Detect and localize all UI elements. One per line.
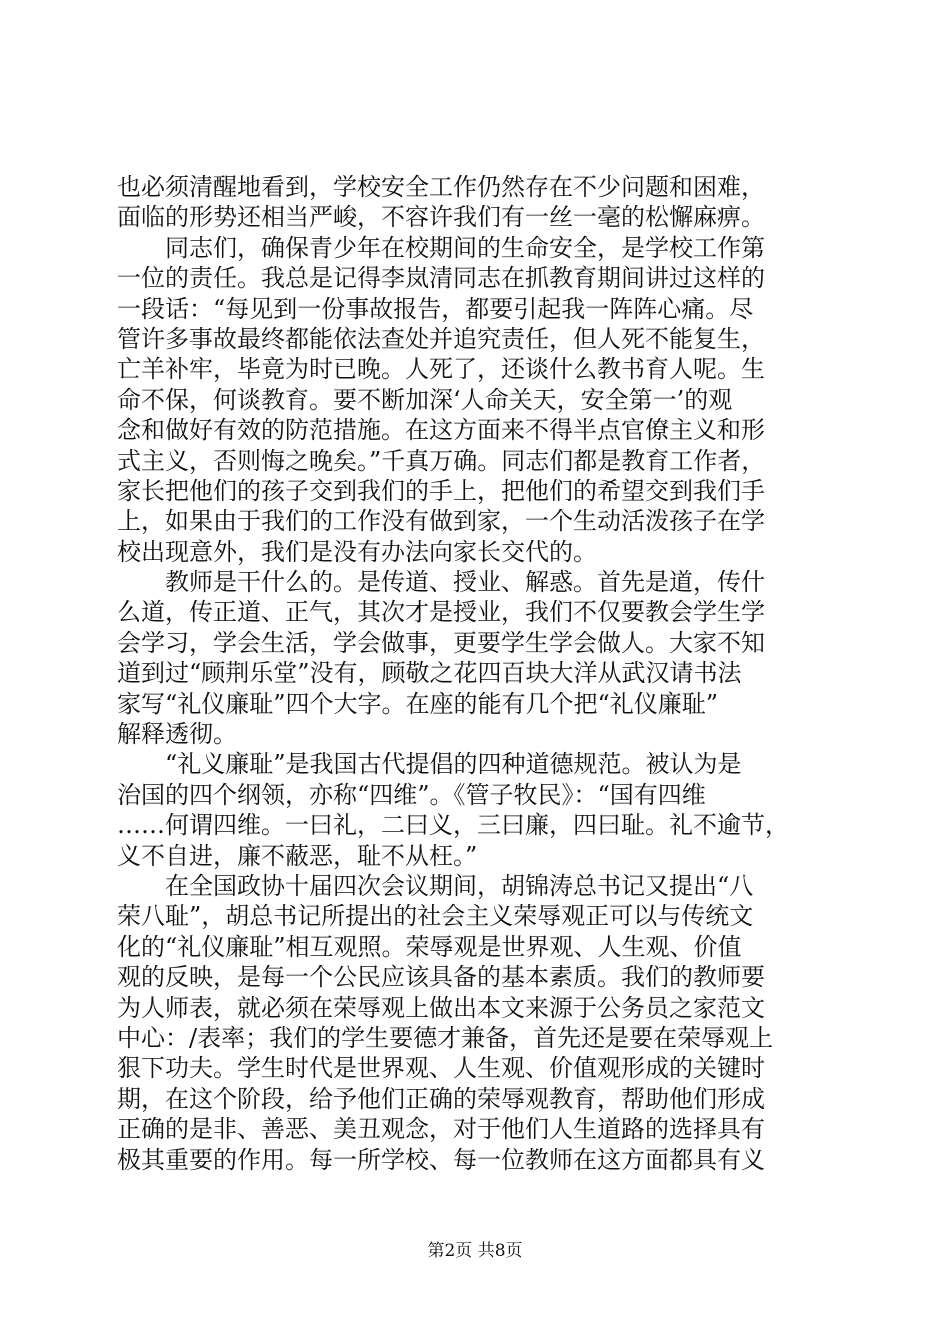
text-line: 在全国政协十届四次会议期间，胡锦涛总书记又提出“八	[117, 871, 754, 900]
text-line: 式主义，否则悔之晚矣。”千真万确。同志们都是教育工作者，	[117, 446, 766, 475]
text-line: 荣八耻”，胡总书记所提出的社会主义荣辱观正可以与传统文	[117, 902, 754, 931]
text-line: 极其重要的作用。每一所学校、每一位教师在这方面都具有义	[117, 1145, 765, 1174]
text-line: 义不自进，廉不蔽恶，耻不从枉。”	[117, 841, 478, 870]
text-line: 观的反映，是每一个公民应该具备的基本素质。我们的教师要	[117, 963, 765, 992]
text-line: 道到过“顾荆乐堂”没有，顾敬之花四百块大洋从武汉请书法	[117, 659, 742, 688]
text-line: 管许多事故最终都能依法查处并追究责任，但人死不能复生，	[117, 324, 765, 353]
text-line: 化的“礼仪廉耻”相互观照。荣辱观是世界观、人生观、价值	[117, 932, 742, 961]
document-body	[117, 172, 837, 1175]
text-line: 正确的是非、善恶、美丑观念，对于他们人生道路的选择具有	[117, 1115, 765, 1144]
text-line: “礼义廉耻”是我国古代提倡的四种道德规范。被认为是	[117, 750, 742, 779]
text-line: 治国的四个纲领，亦称“四维”。《管子牧民》：“国有四维	[117, 780, 706, 809]
text-line: 也必须清醒地看到，学校安全工作仍然存在不少问题和困难，	[117, 173, 765, 201]
text-line: 念和做好有效的防范措施。在这方面来不得半点官僚主义和形	[117, 416, 765, 445]
text-line: 教师是干什么的。是传道、授业、解惑。首先是道，传什	[117, 568, 765, 597]
text-line: 期，在这个阶段，给予他们正确的荣辱观教育，帮助他们形成	[117, 1084, 765, 1113]
text-line: 校出现意外，我们是没有办法向家长交代的。	[117, 537, 597, 566]
text-line: 面临的形势还相当严峻，不容许我们有一丝一毫的松懈麻痹。	[117, 203, 765, 232]
text-line: 家长把他们的孩子交到我们的手上，把他们的希望交到我们手	[117, 476, 765, 505]
text-line: 上，如果由于我们的工作没有做到家，一个生动活泼孩子在学	[117, 507, 765, 536]
text-line: 中心：/表率；我们的学生要德才兼备，首先还是要在荣辱观上	[117, 1023, 774, 1052]
text-line: 狠下功夫。学生时代是世界观、人生观、价值观形成的关键时	[117, 1054, 765, 1083]
text-line: 同志们，确保青少年在校期间的生命安全，是学校工作第	[117, 233, 765, 262]
text-line: 会学习，学会生活，学会做事，更要学生学会做人。大家不知	[117, 628, 765, 657]
text-line: 么道，传正道、正气，其次才是授业，我们不仅要教会学生学	[117, 598, 765, 627]
page-footer: 第2页 共8页	[427, 1241, 523, 1261]
text-line: 亡羊补牢，毕竟为时已晚。人死了，还谈什么教书育人呢。生	[117, 355, 765, 384]
text-line: 命不保，何谈教育。要不断加深‘人命关天，安全第一’的观	[117, 385, 733, 414]
text-line: 一段话：“每见到一份事故报告，都要引起我一阵阵心痛。尽	[117, 294, 754, 323]
text-line: ……何谓四维。一曰礼，二曰义，三曰廉，四曰耻。礼不逾节，	[117, 811, 789, 840]
text-line: 为人师表，就必须在荣辱观上做出本文来源于公务员之家范文	[117, 993, 765, 1022]
text-line: 一位的责任。我总是记得李岚清同志在抓教育期间讲过这样的	[117, 264, 765, 293]
text-line: 家写“礼仪廉耻”四个大字。在座的能有几个把“礼仪廉耻”	[117, 689, 719, 718]
text-line: 解释透彻。	[117, 720, 237, 749]
